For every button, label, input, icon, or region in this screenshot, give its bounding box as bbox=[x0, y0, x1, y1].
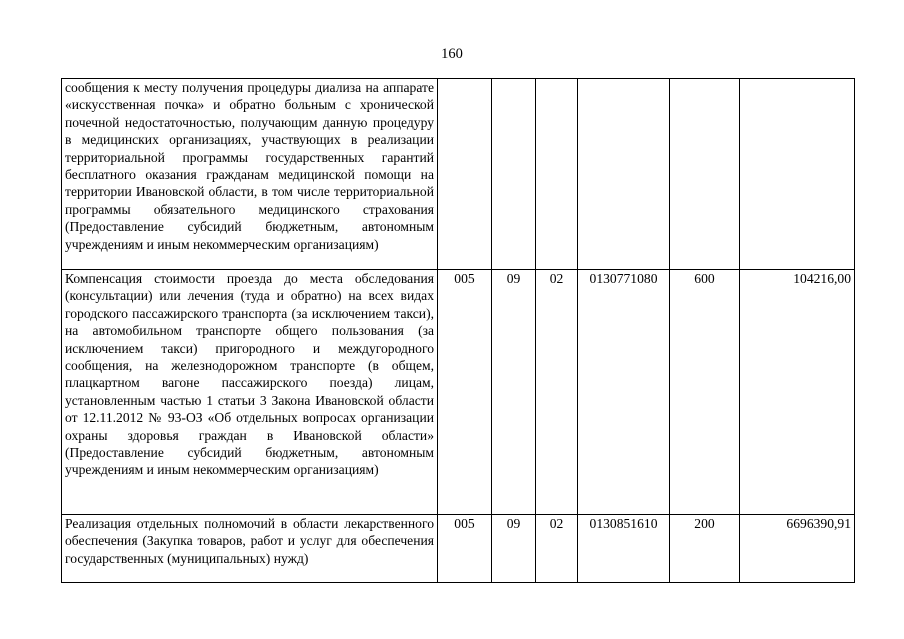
row-description: сообщения к месту получения процедуры диализа на аппарате «искусственная почка» и обратно больным с хронической почечной недостаточностью, получающим данную процедуру в медицинских организациях, участвующих в реализации территориальной программы государственных гарантий бесплатного оказания гражданам медицинской помощи на территории Ивановской области, в том числе территориальной программы обязательного медицинского страхования (Предоставление субсидий бюджетным, автономным учреждениям и иным некоммерческим организациям) bbox=[62, 79, 438, 270]
table-row bbox=[62, 270, 855, 515]
subsection-code-cell bbox=[536, 79, 578, 270]
ministry-code-cell bbox=[438, 79, 492, 270]
expense-type-cell bbox=[670, 79, 740, 270]
section-code-cell: 09 bbox=[492, 270, 536, 515]
amount-cell: 6696390,91 bbox=[740, 515, 855, 583]
table-row bbox=[62, 515, 855, 583]
target-article-cell: 0130851610 bbox=[578, 515, 670, 583]
table-row bbox=[62, 79, 855, 270]
ministry-code-cell: 005 bbox=[438, 515, 492, 583]
expense-type-cell: 600 bbox=[670, 270, 740, 515]
target-article-cell: 0130771080 bbox=[578, 270, 670, 515]
amount-cell bbox=[740, 79, 855, 270]
target-article-cell bbox=[578, 79, 670, 270]
subsection-code-cell: 02 bbox=[536, 515, 578, 583]
expense-type-cell: 200 bbox=[670, 515, 740, 583]
page-number: 160 bbox=[441, 46, 463, 62]
amount-cell: 104216,00 bbox=[740, 270, 855, 515]
ministry-code-cell: 005 bbox=[438, 270, 492, 515]
section-code-cell bbox=[492, 79, 536, 270]
budget-table bbox=[61, 78, 855, 583]
section-code-cell: 09 bbox=[492, 515, 536, 583]
row-description: Компенсация стоимости проезда до места обследования (консультации) или лечения (туда и обратно) на всех видах городского пассажирского транспорта (за исключением такси), на автомобильном транспорте общего пользования (за исключением такси) пригородного и междугородного сообщения, на железнодорожном транспорте (в общем, плацкартном вагоне пассажирского поезда) лицам, установленным частью 1 статьи 3 Закона Ивановской области от 12.11.2012 № 93-ОЗ «Об отдельных вопросах организации охраны здоровья граждан в Ивановской области» (Предоставление субсидий бюджетным, автономным учреждениям и иным некоммерческим организациям) bbox=[62, 270, 438, 515]
subsection-code-cell: 02 bbox=[536, 270, 578, 515]
row-description: Реализация отдельных полномочий в области лекарственного обеспечения (Закупка товаров, работ и услуг для обеспечения государственных (муниципальных) нужд) bbox=[62, 515, 438, 583]
